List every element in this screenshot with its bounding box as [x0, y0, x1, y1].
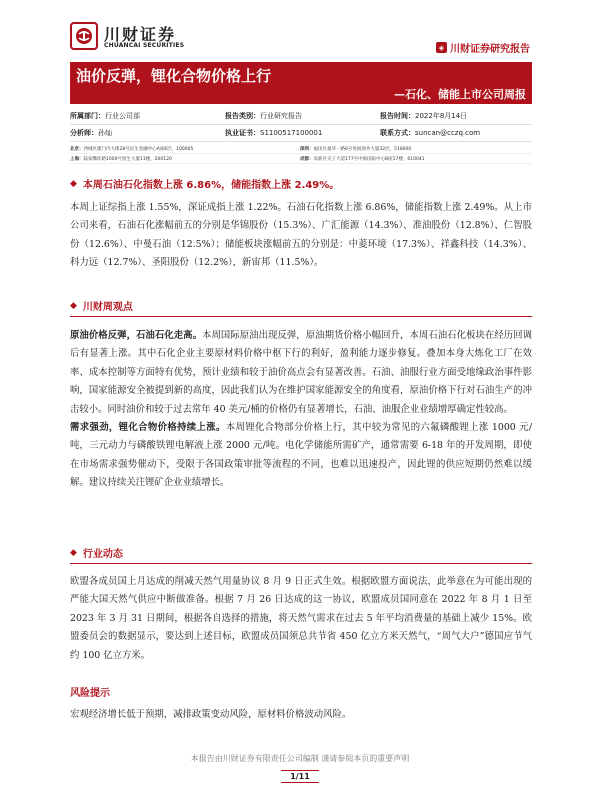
contact-label: 联系方式： — [380, 129, 415, 137]
section-news-heading-text: 行业动态 — [82, 549, 123, 560]
category-value: 行业研究报告 — [260, 112, 302, 120]
footer-disclaimer: 本报告由川财证券有限责任公司编制 谨请参阅本页的重要声明 — [190, 754, 410, 763]
risk-text: 宏观经济增长低于预期，减排政策变动风险，原材料价格波动风险。 — [70, 709, 352, 720]
analyst-label: 分析师： — [70, 129, 98, 137]
title-banner — [70, 62, 532, 104]
dept-label: 所属部门： — [70, 112, 105, 120]
diamond-icon: ◆ — [70, 300, 77, 311]
logo-chinese-name: 川财证券 — [104, 25, 177, 44]
section-industry-news — [70, 545, 532, 665]
section-view-heading — [70, 298, 532, 317]
section-index-paragraph: 本周上证综指上涨 1.55%，深证成指上涨 1.22%。石油石化指数上涨 6.86%，储能指数上涨 2.49%。从上市公司来看，石油石化涨幅前五的分别是华锦股份（15.3%）、广汇能源（14.3%）、准油股份（12.8%）、仁智股份（12.6%）、中曼石油（12.5%）；储能板块涨幅前五的分别是：中菱环境（17.3%）、祥鑫科技（14.3%）、科力远（12.7%）、圣阳股份（12.2%），新宙邦（11.5%）。 — [70, 202, 532, 269]
shanghai-address: 陆家嘴环路1000号恒生大厦11楼，200120 — [83, 156, 172, 162]
report-type-label — [436, 40, 530, 55]
view-paragraph-lithium — [70, 419, 532, 493]
diamond-icon: ◆ — [70, 178, 77, 189]
section-weekly-view — [70, 298, 532, 493]
office-addresses — [70, 144, 532, 164]
shanghai-label: 上海： — [70, 156, 84, 162]
contact-value[interactable]: suncan@cczq.com — [415, 129, 481, 137]
chengdu-label: 成都： — [300, 156, 314, 162]
company-logo-icon — [70, 22, 98, 50]
section-risk — [70, 684, 532, 724]
brand-mark-icon: ◈ — [436, 42, 447, 53]
section-index-heading-text: 本周石油石化指数上涨 6.86%，储能指数上涨 2.49%。 — [82, 180, 340, 191]
view-paragraph-oil — [70, 327, 532, 419]
beijing-address: 西城区建门内大街28号民生金融中心A座6层，100005 — [83, 146, 194, 152]
address-row-2 — [70, 154, 532, 164]
page-number: 1/11 — [281, 770, 319, 783]
section-view-heading-text: 川财周观点 — [82, 302, 133, 313]
report-title: 油价反弹，锂化合物价格上行 — [76, 67, 272, 85]
view-oil-lead: 原油价格反弹，石油石化走高。 — [70, 330, 203, 341]
category-label: 报告类别： — [225, 112, 260, 120]
shenzhen-address: 福田区福华一路6号免税商务大厦32层，518000 — [313, 146, 412, 152]
chengdu-address: 高新区交子大道177号中海国际中心B座17楼，610041 — [313, 156, 425, 162]
license-value: S1100517100001 — [260, 129, 323, 137]
view-lithium-lead: 需求强劲，锂化合物价格持续上涨。 — [70, 422, 226, 434]
section-index-summary — [70, 176, 532, 273]
report-meta-table — [70, 108, 532, 142]
logo-english-name: CHUANCAI SECURITIES — [104, 42, 185, 49]
risk-heading: 风险提示 — [70, 688, 110, 699]
shenzhen-label: 深圳： — [300, 146, 314, 152]
dept-value: 行业公司部 — [105, 112, 140, 120]
section-news-heading — [70, 545, 532, 564]
section-index-heading — [70, 176, 532, 191]
view-oil-text: 本周国际原油出现反弹，原油期货价格小幅回升，本周石油石化板块在经历回调后有显著上涨。其中石化企业主要原材料价格中枢下行的利好，盈利能力逐步修复。叠加本身大炼化工厂在效率、成本控制等方面特有优势，预计业绩和较于油价高点会有显著改善。石油、油服行业方面受地缘政治事件影响，国家能源安全被提到新的高度，因此我们认为在维护国家能源安全的角度看，原油价格下行对石油生产的冲击较小。同时油价和较于过去常年 40 美元/桶的价格仍有显著增长，石油、油服企业业绩增厚确定性较高。 — [70, 330, 532, 415]
view-lithium-text: 本周锂化合物部分价格上行，其中较为常见的六氟磷酸锂上涨 1000 元/吨，三元动力与磷酸铁锂电解液上涨 2000 元/吨。电化学储能所需矿产，通常需要 6-18 年的开发周期，即使在市场需求强势催动下，受限于各国政策审批等流程的不同，也难以迅速投产，因此锂的供应短期仍然难以缓解。建议持续关注锂矿企业业绩增长。 — [70, 422, 532, 489]
news-paragraph: 欧盟各成员国上月达成的削减天然气用量协议 8 月 9 日正式生效。根据欧盟方面说法，此举意在为可能出现的严能大国天然气供应中断做准备。根据 7 月 26 日达成的这一协议，欧盟成员国同意在 2022 年 8 月 1 日至 2023 年 3 月 31 日期间，根据各自选择的措施，将天然气需求在过去 5 年平均消费量的基础上减少 15%。欧盟委员会的数据显示，要达到上述目标，欧盟成员国须总共节省 450 亿立方米天然气，“周气大户”德国应节气约 100 亿立方米。 — [70, 576, 532, 661]
time-label: 报告时间： — [380, 112, 415, 120]
address-row-1 — [70, 144, 532, 154]
analyst-value: 孙灿 — [98, 129, 112, 137]
license-label: 执业证书： — [225, 129, 260, 137]
meta-row-2 — [70, 125, 532, 142]
report-type-text: 川财证券研究报告 — [450, 44, 530, 55]
beijing-label: 北京： — [70, 146, 84, 152]
time-value: 2022年8月14日 — [415, 112, 468, 120]
diamond-icon: ◆ — [70, 547, 77, 558]
meta-row-1 — [70, 108, 532, 125]
report-subtitle: —石化、储能上市公司周报 — [394, 88, 526, 101]
